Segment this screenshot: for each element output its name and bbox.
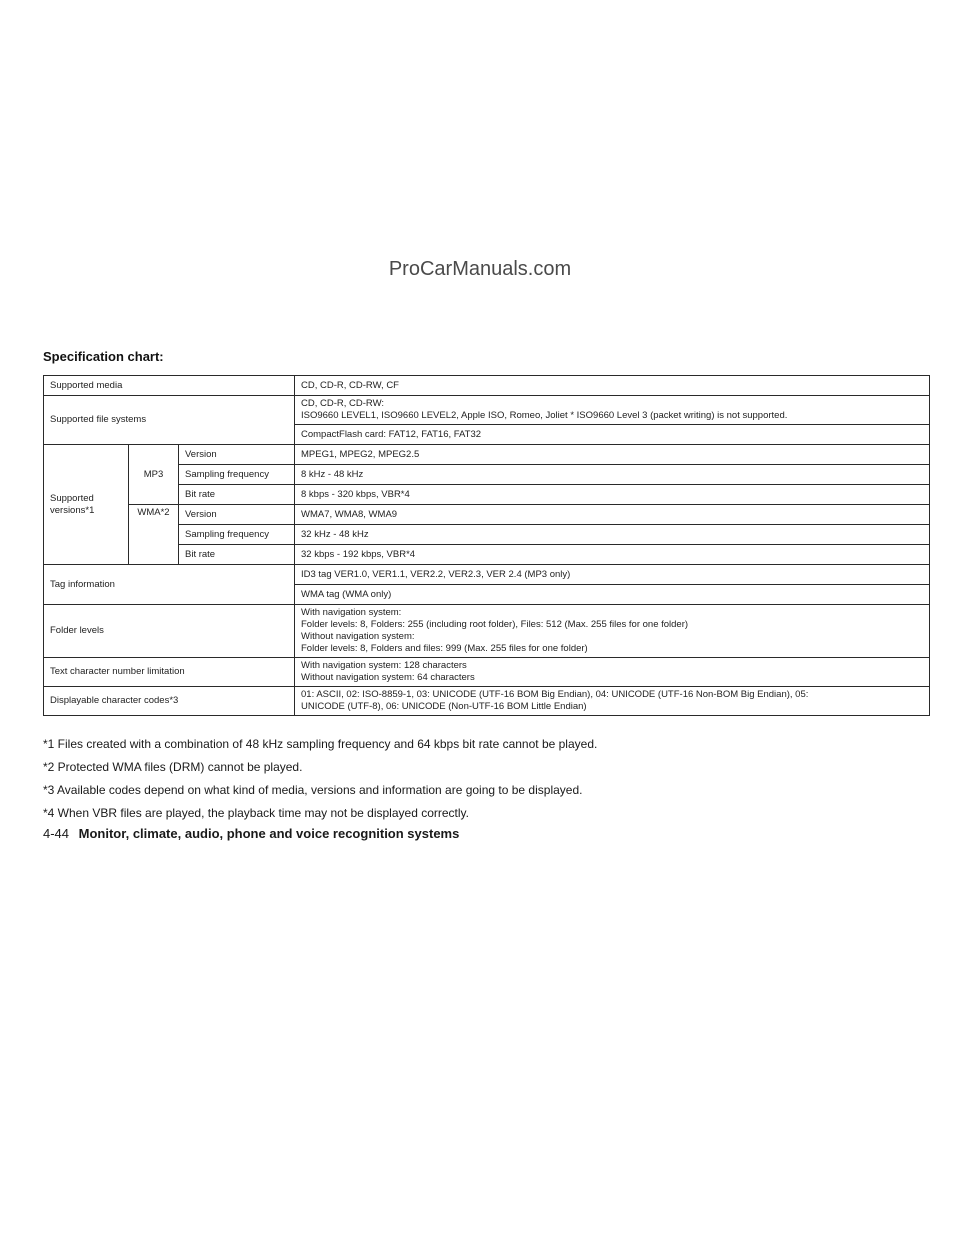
mp3-freq-value: 8 kHz - 48 kHz [295,465,930,485]
row-label-tag-information: Tag information [44,565,295,605]
wma-version-value: WMA7, WMA8, WMA9 [295,505,930,525]
footnote-3: *3 Available codes depend on what kind of media, versions and information are going to be displayed. [43,783,583,797]
row-value-compactflash: CompactFlash card: FAT12, FAT16, FAT32 [295,425,930,445]
section-title: Monitor, climate, audio, phone and voice recognition systems [78,826,460,841]
value-line: CD, CD-R, CD-RW: [301,398,385,409]
watermark-text: ProCarManuals.com [388,258,572,280]
mp3-bitrate-value: 8 kbps - 320 kbps, VBR*4 [295,485,930,505]
table-row [44,376,930,396]
label-line: Supported [50,492,94,504]
row-value-char-codes [295,687,930,716]
row-value-folder-levels [295,605,930,658]
value-line: Without navigation system: 64 characters [301,672,475,683]
value-line: ISO9660 LEVEL1, ISO9660 LEVEL2, Apple ISO, Romeo, Joliet * ISO9660 Level 3 (packet writing) is not supported. [301,410,788,421]
footnote-1: *1 Files created with a combination of 48 kHz sampling frequency and 64 kbps bit rate cannot be played. [43,737,598,751]
page-footer [43,826,459,841]
format-label-wma: WMA*2 [129,505,179,565]
row-label-supported-versions [44,445,129,565]
value-line: With navigation system: 128 characters [301,660,467,671]
page-number: 4-44 [43,826,70,841]
wma-freq-label: Sampling frequency [179,525,295,545]
mp3-version-label: Version [179,445,295,465]
row-value-text-limit [295,658,930,687]
value-line: Folder levels: 8, Folders and files: 999 (Max. 255 files for one folder) [301,643,588,654]
mp3-bitrate-label: Bit rate [179,485,295,505]
value-line: With navigation system: [301,607,402,618]
row-value-supported-media: CD, CD-R, CD-RW, CF [295,376,930,396]
row-label-supported-media: Supported media [44,376,295,396]
table-row [44,505,930,525]
value-line: 01: ASCII, 02: ISO-8859-1, 03: UNICODE (UTF-16 BOM Big Endian), 04: UNICODE (UTF-16 Non-BOM Big Endian), 05: [301,689,809,700]
format-label-mp3: MP3 [129,445,179,505]
footnote-2: *2 Protected WMA files (DRM) cannot be played. [43,760,303,774]
mp3-version-value: MPEG1, MPEG2, MPEG2.5 [295,445,930,465]
table-row [44,565,930,585]
footnote-4: *4 When VBR files are played, the playback time may not be displayed correctly. [43,806,469,820]
chart-title: Specification chart: [43,349,164,364]
label-line: versions*1 [50,504,95,516]
table-row [44,605,930,658]
mp3-freq-label: Sampling frequency [179,465,295,485]
row-value-wma-tag: WMA tag (WMA only) [295,585,930,605]
wma-version-label: Version [179,505,295,525]
value-line: UNICODE (UTF-8), 06: UNICODE (Non-UTF-16 BOM Little Endian) [301,701,587,712]
value-line: Without navigation system: [301,631,415,642]
row-value-file-systems [295,396,930,425]
table-row [44,396,930,425]
table-row [44,445,930,465]
row-label-file-systems: Supported file systems [44,396,295,445]
wma-freq-value: 32 kHz - 48 kHz [295,525,930,545]
wma-bitrate-label: Bit rate [179,545,295,565]
value-line: Folder levels: 8, Folders: 255 (including root folder), Files: 512 (Max. 255 files for one folder) [301,619,689,630]
table-row [44,687,930,716]
wma-bitrate-value: 32 kbps - 192 kbps, VBR*4 [295,545,930,565]
row-value-id3-tag: ID3 tag VER1.0, VER1.1, VER2.2, VER2.3, VER 2.4 (MP3 only) [295,565,930,585]
row-label-text-limit: Text character number limitation [44,658,295,687]
specification-table [43,375,930,716]
table-row [44,658,930,687]
row-label-folder-levels: Folder levels [44,605,295,658]
row-label-char-codes: Displayable character codes*3 [44,687,295,716]
